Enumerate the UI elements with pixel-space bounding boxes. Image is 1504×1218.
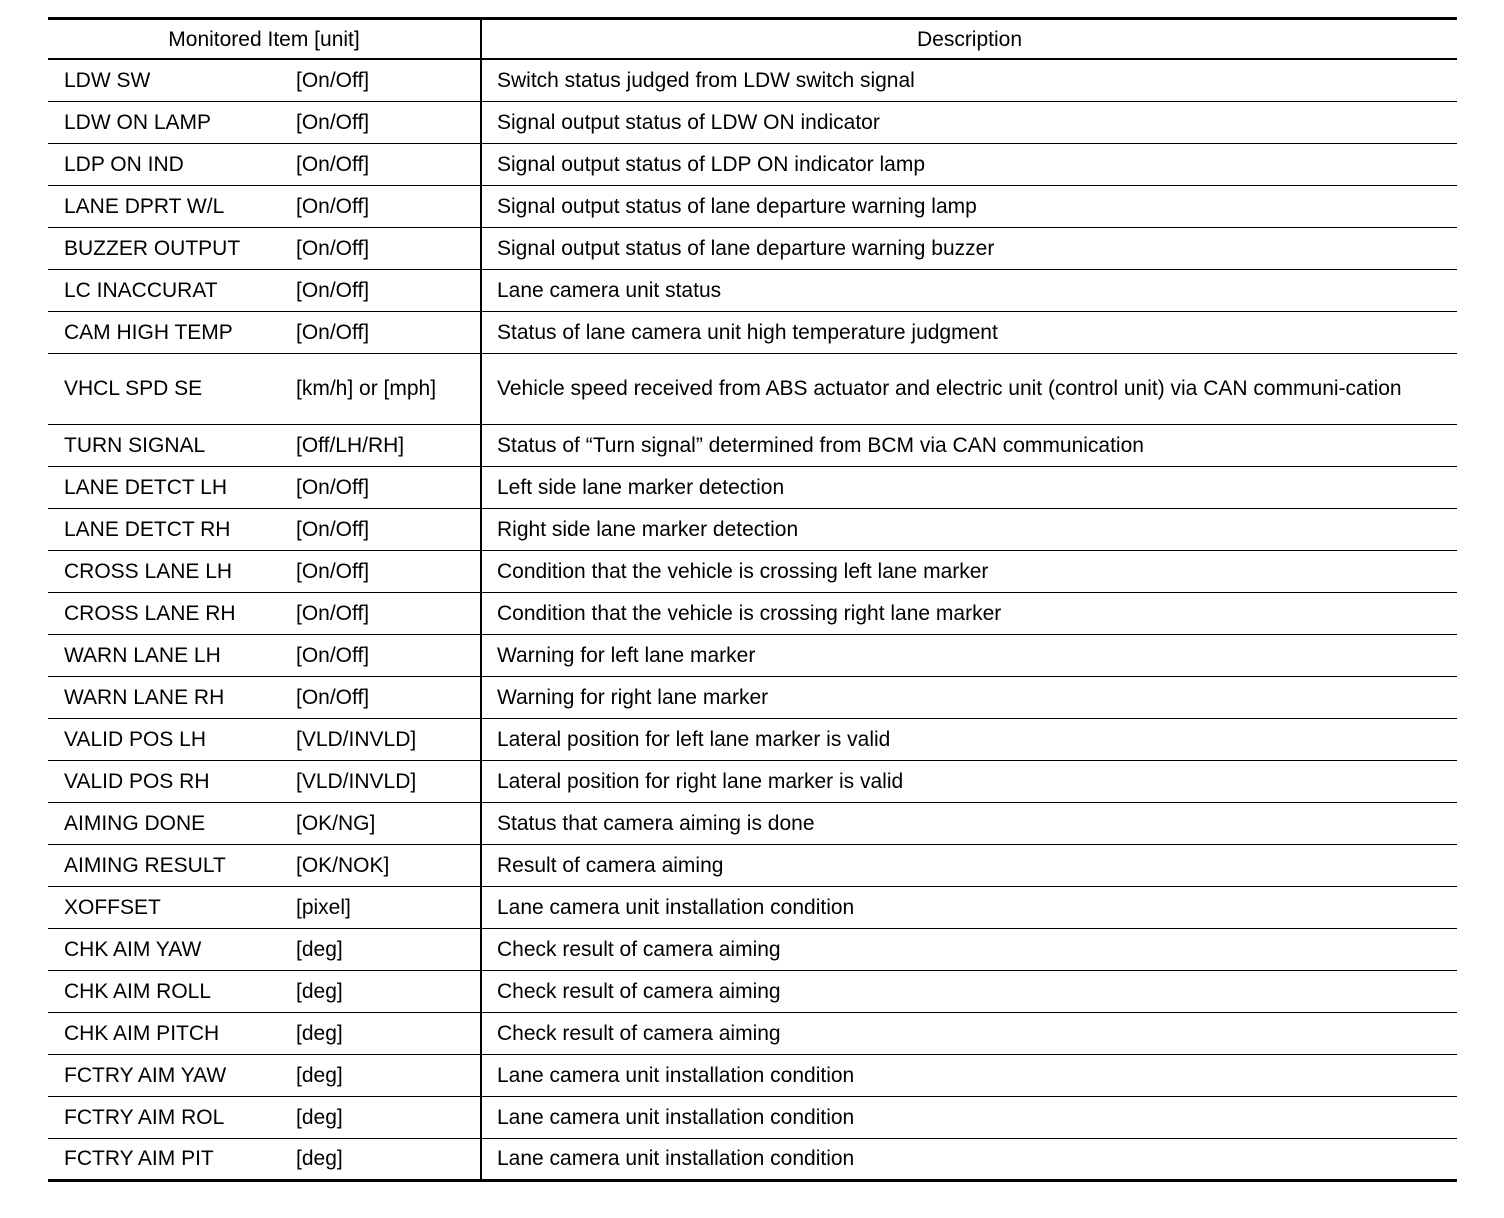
- description-cell: Status of lane camera unit high temperature judgment: [481, 311, 1457, 353]
- item-name: VALID POS RH: [64, 769, 210, 793]
- table-row: [48, 634, 1457, 676]
- item-unit: [pixel]: [296, 895, 351, 919]
- table-row: [48, 269, 1457, 311]
- item-name: CROSS LANE LH: [64, 559, 233, 583]
- description-cell: Lane camera unit installation condition: [481, 1054, 1457, 1096]
- header-description: Description: [481, 19, 1457, 60]
- item-name: LC INACCURAT: [64, 278, 218, 302]
- description-cell: Status of “Turn signal” determined from BCM via CAN communication: [481, 424, 1457, 466]
- table-row: [48, 143, 1457, 185]
- description-cell: Lateral position for left lane marker is valid: [481, 718, 1457, 760]
- table-row: [48, 844, 1457, 886]
- table-row: [48, 185, 1457, 227]
- item-name: WARN LANE RH: [64, 685, 225, 709]
- monitored-item-cell: [48, 676, 481, 718]
- item-name: LANE DETCT RH: [64, 517, 231, 541]
- table-row: [48, 928, 1457, 970]
- monitored-item-cell: [48, 970, 481, 1012]
- monitored-item-cell: [48, 844, 481, 886]
- item-name: TURN SIGNAL: [64, 433, 206, 457]
- item-unit: [deg]: [296, 979, 343, 1003]
- monitored-item-cell: [48, 59, 481, 101]
- description-cell: Signal output status of lane departure warning lamp: [481, 185, 1457, 227]
- monitored-item-cell: [48, 886, 481, 928]
- item-unit: [On/Off]: [296, 685, 370, 709]
- item-unit: [deg]: [296, 1105, 343, 1129]
- item-unit: [On/Off]: [296, 320, 370, 344]
- monitored-item-cell: [48, 592, 481, 634]
- description-cell: Condition that the vehicle is crossing left lane marker: [481, 550, 1457, 592]
- monitored-item-cell: [48, 143, 481, 185]
- item-name: LDW ON LAMP: [64, 110, 212, 134]
- monitored-item-cell: [48, 101, 481, 143]
- item-unit: [OK/NG]: [296, 811, 376, 835]
- table-row: [48, 718, 1457, 760]
- item-unit: [VLD/INVLD]: [296, 769, 417, 793]
- monitored-item-cell: [48, 185, 481, 227]
- monitored-item-cell: [48, 760, 481, 802]
- monitored-item-cell: [48, 311, 481, 353]
- table-row: [48, 227, 1457, 269]
- header-monitored-item: Monitored Item [unit]: [48, 19, 481, 60]
- description-cell: Result of camera aiming: [481, 844, 1457, 886]
- item-unit: [km/h] or [mph]: [296, 377, 437, 400]
- item-unit: [On/Off]: [296, 475, 370, 499]
- item-unit: [On/Off]: [296, 68, 370, 92]
- monitored-item-cell: [48, 928, 481, 970]
- table-row: [48, 101, 1457, 143]
- description-cell: Switch status judged from LDW switch signal: [481, 59, 1457, 101]
- description-cell: Lane camera unit installation condition: [481, 1096, 1457, 1138]
- item-unit: [On/Off]: [296, 517, 370, 541]
- item-name: CROSS LANE RH: [64, 601, 236, 625]
- item-unit: [On/Off]: [296, 194, 370, 218]
- table-row: [48, 970, 1457, 1012]
- description-cell: Check result of camera aiming: [481, 928, 1457, 970]
- item-name: CHK AIM YAW: [64, 937, 202, 961]
- monitored-items-table: [48, 17, 1457, 1182]
- item-unit: [On/Off]: [296, 601, 370, 625]
- item-unit: [On/Off]: [296, 643, 370, 667]
- description-cell: Lane camera unit installation condition: [481, 1138, 1457, 1180]
- table-row: [48, 592, 1457, 634]
- table-body: [48, 59, 1457, 1180]
- table-row: [48, 424, 1457, 466]
- table-row: [48, 353, 1457, 424]
- item-name: VHCL SPD SE: [64, 377, 203, 400]
- description-cell: Warning for right lane marker: [481, 676, 1457, 718]
- monitored-item-cell: [48, 1054, 481, 1096]
- table-row: [48, 676, 1457, 718]
- item-name: FCTRY AIM PIT: [64, 1147, 214, 1170]
- description-cell: Right side lane marker detection: [481, 508, 1457, 550]
- table-row: [48, 59, 1457, 101]
- item-unit: [On/Off]: [296, 110, 370, 134]
- item-unit: [deg]: [296, 1021, 343, 1045]
- description-cell: Signal output status of LDW ON indicator: [481, 101, 1457, 143]
- monitored-item-cell: [48, 634, 481, 676]
- monitored-item-cell: [48, 508, 481, 550]
- description-cell: Check result of camera aiming: [481, 1012, 1457, 1054]
- description-cell: Signal output status of LDP ON indicator lamp: [481, 143, 1457, 185]
- item-name: AIMING DONE: [64, 811, 206, 835]
- item-name: LANE DPRT W/L: [64, 194, 225, 218]
- description-cell: Warning for left lane marker: [481, 634, 1457, 676]
- table-row: [48, 886, 1457, 928]
- description-cell: Lateral position for right lane marker is valid: [481, 760, 1457, 802]
- table-row: [48, 802, 1457, 844]
- item-name: LANE DETCT LH: [64, 475, 227, 499]
- table-row: [48, 550, 1457, 592]
- table-header-row: [48, 19, 1457, 60]
- table-row: [48, 1096, 1457, 1138]
- description-cell: Left side lane marker detection: [481, 466, 1457, 508]
- item-name: LDW SW: [64, 68, 151, 92]
- item-unit: [On/Off]: [296, 559, 370, 583]
- description-cell: Signal output status of lane departure warning buzzer: [481, 227, 1457, 269]
- table-row: [48, 466, 1457, 508]
- monitored-item-cell: [48, 1096, 481, 1138]
- item-name: CAM HIGH TEMP: [64, 320, 233, 344]
- monitored-item-cell: [48, 550, 481, 592]
- item-unit: [deg]: [296, 937, 343, 961]
- item-unit: [Off/LH/RH]: [296, 433, 405, 457]
- table-row: [48, 311, 1457, 353]
- item-unit: [deg]: [296, 1147, 343, 1170]
- item-name: BUZZER OUTPUT: [64, 236, 241, 260]
- description-cell: Condition that the vehicle is crossing right lane marker: [481, 592, 1457, 634]
- item-name: VALID POS LH: [64, 727, 206, 751]
- monitored-item-cell: [48, 1138, 481, 1180]
- item-unit: [On/Off]: [296, 152, 370, 176]
- monitored-item-cell: [48, 466, 481, 508]
- item-name: LDP ON IND: [64, 152, 184, 176]
- item-name: WARN LANE LH: [64, 643, 221, 667]
- monitored-item-cell: [48, 424, 481, 466]
- item-name: CHK AIM PITCH: [64, 1021, 220, 1045]
- table-row: [48, 1138, 1457, 1180]
- description-cell: Status that camera aiming is done: [481, 802, 1457, 844]
- description-cell: Vehicle speed received from ABS actuator and electric unit (control unit) via CAN communi-cation: [481, 353, 1457, 424]
- item-name: FCTRY AIM YAW: [64, 1063, 227, 1087]
- monitored-item-cell: [48, 1012, 481, 1054]
- monitored-item-cell: [48, 353, 481, 424]
- description-cell: Lane camera unit status: [481, 269, 1457, 311]
- monitored-item-cell: [48, 718, 481, 760]
- item-name: CHK AIM ROLL: [64, 979, 212, 1003]
- item-unit: [OK/NOK]: [296, 853, 390, 877]
- monitored-item-cell: [48, 227, 481, 269]
- table-row: [48, 1054, 1457, 1096]
- item-unit: [VLD/INVLD]: [296, 727, 417, 751]
- item-name: XOFFSET: [64, 895, 161, 919]
- item-unit: [On/Off]: [296, 236, 370, 260]
- item-unit: [deg]: [296, 1063, 343, 1087]
- table-row: [48, 760, 1457, 802]
- monitored-item-cell: [48, 802, 481, 844]
- item-name: AIMING RESULT: [64, 853, 226, 877]
- item-unit: [On/Off]: [296, 278, 370, 302]
- monitored-item-cell: [48, 269, 481, 311]
- table-row: [48, 1012, 1457, 1054]
- item-name: FCTRY AIM ROL: [64, 1105, 225, 1129]
- description-cell: Lane camera unit installation condition: [481, 886, 1457, 928]
- description-cell: Check result of camera aiming: [481, 970, 1457, 1012]
- table-row: [48, 508, 1457, 550]
